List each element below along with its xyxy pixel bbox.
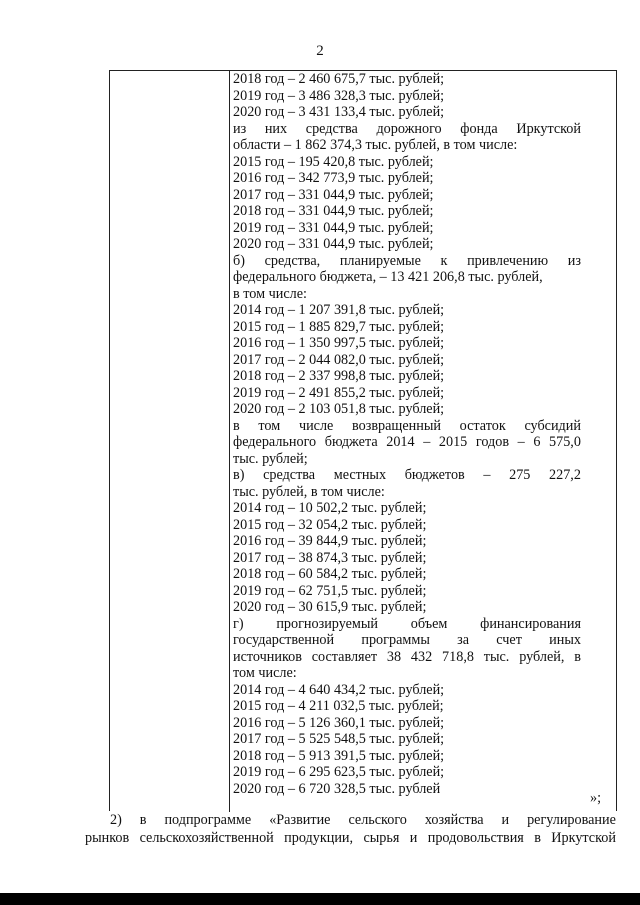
cell-line: 2019 год – 6 295 623,5 тыс. рублей;: [233, 764, 445, 780]
subprogram-paragraph: [85, 812, 616, 847]
cell-line: 2016 год – 1 350 997,5 тыс. рублей;: [233, 335, 445, 351]
paragraph-line-2: рынков сельскохозяйственной продукции, сырья и продовольствия в Иркутской: [85, 829, 616, 846]
cell-line: 2020 год – 3 431 133,4 тыс. рублей;: [233, 104, 445, 120]
cell-line: 2018 год – 2 460 675,7 тыс. рублей;: [233, 71, 445, 87]
cell-line: 2020 год – 30 615,9 тыс. рублей;: [233, 599, 427, 615]
cell-line: 2014 год – 1 207 391,8 тыс. рублей;: [233, 302, 445, 318]
cell-line: федерального бюджета, – 13 421 206,8 тыс. рублей,: [233, 269, 543, 285]
cell-line: области – 1 862 374,3 тыс. рублей, в том числе:: [233, 137, 518, 153]
cell-line: 2015 год – 4 211 032,5 тыс. рублей;: [233, 698, 444, 714]
cell-line: г) прогнозируемый объем финансирования: [233, 615, 581, 632]
cell-line: государственной программы за счет иных: [233, 632, 581, 648]
column-divider: [229, 71, 230, 812]
cell-line: источников составляет 38 432 718,8 тыс. рублей, в: [233, 648, 581, 665]
cell-line: 2016 год – 342 773,9 тыс. рублей;: [233, 170, 434, 186]
cell-line: 2020 год – 2 103 051,8 тыс. рублей;: [233, 401, 445, 417]
cell-line: 2018 год – 2 337 998,8 тыс. рублей;: [233, 368, 445, 384]
cell-line: 2017 год – 331 044,9 тыс. рублей;: [233, 186, 434, 203]
cell-line: 2020 год – 6 720 328,5 тыс. рублей: [233, 780, 441, 797]
cell-line: 2015 год – 195 420,8 тыс. рублей;: [233, 153, 434, 170]
table-cell-financing: [233, 71, 581, 797]
cell-line: 2015 год – 32 054,2 тыс. рублей;: [233, 516, 427, 533]
cell-line: 2017 год – 5 525 548,5 тыс. рублей;: [233, 731, 445, 747]
cell-line: тыс. рублей;: [233, 450, 308, 467]
closing-quote: »;: [590, 790, 602, 806]
cell-line: 2020 год – 331 044,9 тыс. рублей;: [233, 236, 434, 252]
cell-line: в том числе:: [233, 285, 307, 302]
cell-line: 2014 год – 4 640 434,2 тыс. рублей;: [233, 681, 445, 698]
cell-line: том числе:: [233, 665, 297, 681]
cell-line: 2016 год – 5 126 360,1 тыс. рублей;: [233, 714, 445, 731]
cell-line: 2018 год – 5 913 391,5 тыс. рублей;: [233, 747, 445, 764]
cell-line: 2019 год – 62 751,5 тыс. рублей;: [233, 582, 427, 599]
scan-border: [0, 893, 640, 905]
cell-line: б) средства, планируемые к привлечению из: [233, 252, 581, 269]
cell-line: федерального бюджета 2014 – 2015 годов – 6 575,0: [233, 434, 581, 450]
cell-line: 2019 год – 331 044,9 тыс. рублей;: [233, 219, 434, 236]
cell-line: 2014 год – 10 502,2 тыс. рублей;: [233, 500, 427, 516]
cell-line: 2019 год – 2 491 855,2 тыс. рублей;: [233, 384, 445, 401]
cell-line: из них средства дорожного фонда Иркутской: [233, 120, 581, 137]
page-number: 2: [316, 43, 324, 59]
cell-line: тыс. рублей, в том числе:: [233, 483, 385, 500]
cell-line: в том числе возвращенный остаток субсидий: [233, 417, 581, 434]
cell-line: 2015 год – 1 885 829,7 тыс. рублей;: [233, 318, 445, 335]
cell-line: 2017 год – 38 874,3 тыс. рублей;: [233, 549, 427, 566]
cell-line: 2017 год – 2 044 082,0 тыс. рублей;: [233, 351, 445, 368]
paragraph-line-1: 2) в подпрограмме «Развитие сельского хозяйства и регулирование: [110, 812, 616, 828]
cell-line: 2019 год – 3 486 328,3 тыс. рублей;: [233, 87, 445, 104]
cell-line: 2018 год – 331 044,9 тыс. рублей;: [233, 203, 434, 219]
cell-line: 2018 год – 60 584,2 тыс. рублей;: [233, 566, 427, 582]
cell-line: 2016 год – 39 844,9 тыс. рублей;: [233, 533, 427, 549]
cell-line: в) средства местных бюджетов – 275 227,2: [233, 467, 581, 483]
